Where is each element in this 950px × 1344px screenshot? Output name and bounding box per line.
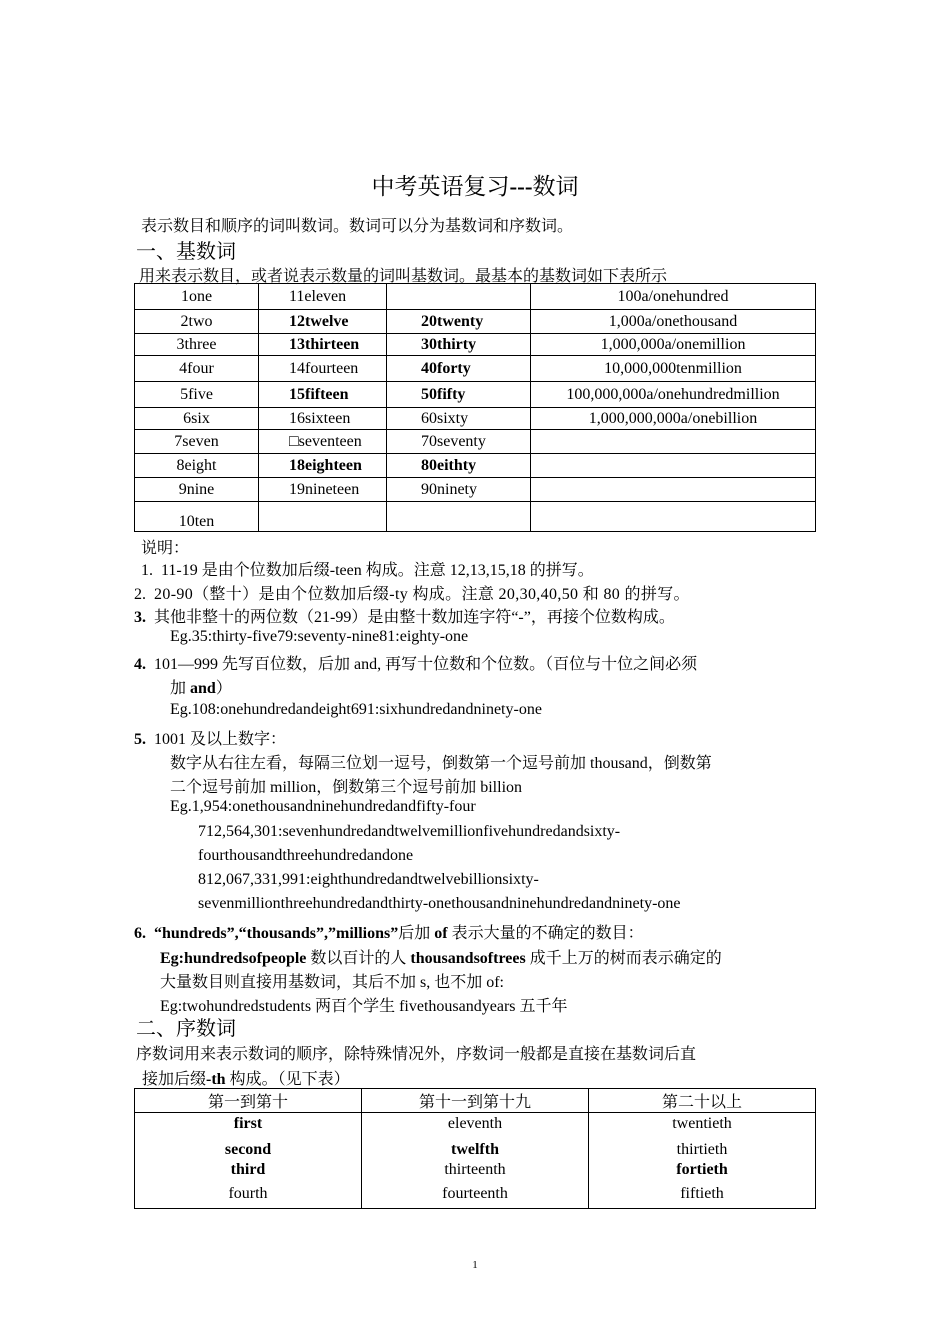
section1-heading: 一、基数词 bbox=[136, 241, 236, 263]
cardinal-table-cell: 1,000,000a/onemillion bbox=[531, 334, 816, 356]
section2-description-2: 接加后缀-th 构成。（见下表） bbox=[142, 1071, 350, 1088]
cardinal-table-cell: 11eleven bbox=[259, 284, 387, 310]
page-number: 1 bbox=[472, 1259, 478, 1271]
ordinal-cell: thirteenth bbox=[444, 1161, 506, 1178]
note-4-example: Eg.108:onehundredandeight691:sixhundredandninety-one bbox=[170, 701, 542, 718]
note-5-example-3b: sevenmillionthreehundredandthirty-onethousandninehundredandninety-one bbox=[198, 895, 681, 912]
ordinal-column-2 bbox=[362, 1113, 589, 1209]
cardinal-table-cell bbox=[387, 502, 531, 532]
ordinal-cell: fourth bbox=[228, 1185, 268, 1202]
cardinal-table-cell: 12twelve bbox=[259, 310, 387, 334]
note-5-example-3a: 812,067,331,991:eighthundredandtwelvebillionsixty- bbox=[198, 871, 539, 888]
cardinal-table-cell: 60sixty bbox=[387, 408, 531, 430]
note-5-line-2: 二个逗号前加 million，倒数第三个逗号前加 billion bbox=[170, 779, 523, 796]
cardinal-table-cell: 100,000,000a/onehundredmillion bbox=[531, 382, 816, 408]
cardinal-table-cell bbox=[387, 284, 531, 310]
cardinal-table-cell: 1one bbox=[135, 284, 259, 310]
cardinal-table-cell: 50fifty bbox=[387, 382, 531, 408]
note-1: 1. 11-19 是由个位数加后缀-teen 构成。注意 12,13,15,18 的拼写。 bbox=[141, 562, 594, 579]
ordinal-cell: thirtieth bbox=[676, 1141, 728, 1158]
cardinal-table-cell: 30thirty bbox=[387, 334, 531, 356]
note-6-line-3: Eg:twohundredstudents 两百个学生 fivethousandyears 五千年 bbox=[160, 998, 568, 1015]
cardinal-table-cell: 80eithty bbox=[387, 454, 531, 478]
note-5-example-1: Eg.1,954:onethousandninehundredandfifty-four bbox=[170, 798, 476, 815]
notes-heading: 说明： bbox=[141, 540, 190, 557]
ordinal-header-1: 第一到第十 bbox=[135, 1089, 362, 1113]
ordinal-column-3 bbox=[589, 1113, 816, 1209]
section2-description-1: 序数词用来表示数词的顺序，除特殊情况外，序数词一般都是直接在基数词后直 bbox=[136, 1046, 697, 1063]
cardinal-table-cell bbox=[531, 502, 816, 532]
note-6: 6. “hundreds”,“thousands”,”millions”后加 of 表示大量的不确定的数目： bbox=[134, 925, 644, 942]
note-4: 4. 101—999 先写百位数，后加 and, 再写十位数和个位数。（百位与十位之间必须 bbox=[134, 656, 698, 673]
cardinal-table-cell: 3three bbox=[135, 334, 259, 356]
cardinal-table-cell: 19nineteen bbox=[259, 478, 387, 502]
cardinal-table-cell: 40forty bbox=[387, 356, 531, 382]
note-6-line-2: 大量数目则直接用基数词，其后不加 s, 也不加 of: bbox=[160, 974, 505, 991]
cardinal-table-cell: 10ten bbox=[135, 502, 259, 532]
note-5: 5. 1001 及以上数字： bbox=[134, 731, 287, 748]
cardinal-table-cell: 70seventy bbox=[387, 430, 531, 454]
cardinal-table-row bbox=[135, 408, 816, 430]
cardinal-table-cell: 1,000a/onethousand bbox=[531, 310, 816, 334]
note-4-continued: 加 and） bbox=[170, 680, 232, 697]
ordinal-header-2: 第十一到第十九 bbox=[362, 1089, 589, 1113]
cardinal-table-cell: □seventeen bbox=[259, 430, 387, 454]
section2-heading: 二、序数词 bbox=[136, 1018, 236, 1040]
cardinal-table-cell: 5five bbox=[135, 382, 259, 408]
cardinal-table-row bbox=[135, 502, 816, 532]
cardinal-table-cell bbox=[531, 430, 816, 454]
cardinal-table-cell: 1,000,000,000a/onebillion bbox=[531, 408, 816, 430]
cardinal-table-cell: 15fifteen bbox=[259, 382, 387, 408]
ordinal-cell: fourteenth bbox=[442, 1185, 508, 1202]
ordinal-cell: third bbox=[230, 1161, 266, 1178]
intro-text: 表示数目和顺序的词叫数词。数词可以分为基数词和序数词。 bbox=[141, 218, 574, 235]
ordinal-cell: twentieth bbox=[672, 1115, 732, 1132]
cardinal-table-cell: 16sixteen bbox=[259, 408, 387, 430]
cardinal-table-cell: 9nine bbox=[135, 478, 259, 502]
note-5-line-1: 数字从右往左看，每隔三位划一逗号，倒数第一个逗号前加 thousand，倒数第 bbox=[170, 755, 712, 772]
cardinal-table-row bbox=[135, 454, 816, 478]
ordinal-header-3: 第二十以上 bbox=[589, 1089, 816, 1113]
ordinal-cell: first bbox=[233, 1115, 263, 1132]
ordinal-column-1 bbox=[135, 1113, 362, 1209]
page-title: 中考英语复习---数词 bbox=[371, 174, 579, 199]
cardinal-table-cell: 100a/onehundred bbox=[531, 284, 816, 310]
ordinal-cell: second bbox=[224, 1141, 272, 1158]
cardinal-table-cell: 90ninety bbox=[387, 478, 531, 502]
cardinal-table-row bbox=[135, 284, 816, 310]
note-5-example-2b: fourthousandthreehundredandone bbox=[198, 847, 414, 864]
cardinal-table-cell: 2two bbox=[135, 310, 259, 334]
cardinal-numbers-table bbox=[134, 283, 816, 532]
cardinal-table-cell: 8eight bbox=[135, 454, 259, 478]
cardinal-table-cell: 7seven bbox=[135, 430, 259, 454]
ordinal-cell: fiftieth bbox=[680, 1185, 724, 1202]
cardinal-table-cell bbox=[259, 502, 387, 532]
cardinal-table-cell: 18eighteen bbox=[259, 454, 387, 478]
cardinal-table-cell: 14fourteen bbox=[259, 356, 387, 382]
cardinal-table-row bbox=[135, 334, 816, 356]
cardinal-table-cell bbox=[531, 478, 816, 502]
cardinal-table-row bbox=[135, 478, 816, 502]
ordinal-numbers-table bbox=[134, 1088, 816, 1209]
ordinal-cell: twelfth bbox=[451, 1141, 499, 1158]
cardinal-table-row bbox=[135, 382, 816, 408]
ordinal-cell: fortieth bbox=[676, 1161, 728, 1178]
section1-description: 用来表示数目，或者说表示数量的词叫基数词。最基本的基数词如下表所示 bbox=[139, 268, 668, 285]
note-3-example: Eg.35:thirty-five79:seventy-nine81:eighty-one bbox=[170, 628, 469, 645]
note-6-line-1: Eg:hundredsofpeople 数以百计的人 thousandsoftrees 成千上万的树而表示确定的 bbox=[160, 950, 722, 967]
note-5-example-2a: 712,564,301:sevenhundredandtwelvemillionfivehundredandsixty- bbox=[198, 823, 621, 840]
cardinal-table-cell bbox=[531, 454, 816, 478]
cardinal-table-row bbox=[135, 356, 816, 382]
note-2: 2. 20-90（整十）是由个位数加后缀-ty 构成。注意 20,30,40,50 和 80 的拼写。 bbox=[134, 586, 690, 603]
cardinal-table-cell: 13thirteen bbox=[259, 334, 387, 356]
cardinal-table-cell: 6six bbox=[135, 408, 259, 430]
cardinal-table-cell: 20twenty bbox=[387, 310, 531, 334]
cardinal-table-cell: 4four bbox=[135, 356, 259, 382]
ordinal-cell: eleventh bbox=[447, 1115, 503, 1132]
cardinal-table-row bbox=[135, 430, 816, 454]
cardinal-table-row bbox=[135, 310, 816, 334]
cardinal-table-cell: 10,000,000tenmillion bbox=[531, 356, 816, 382]
note-3: 3. 其他非整十的两位数（21-99）是由整十数加连字符“-”，再接个位数构成。 bbox=[134, 609, 675, 626]
